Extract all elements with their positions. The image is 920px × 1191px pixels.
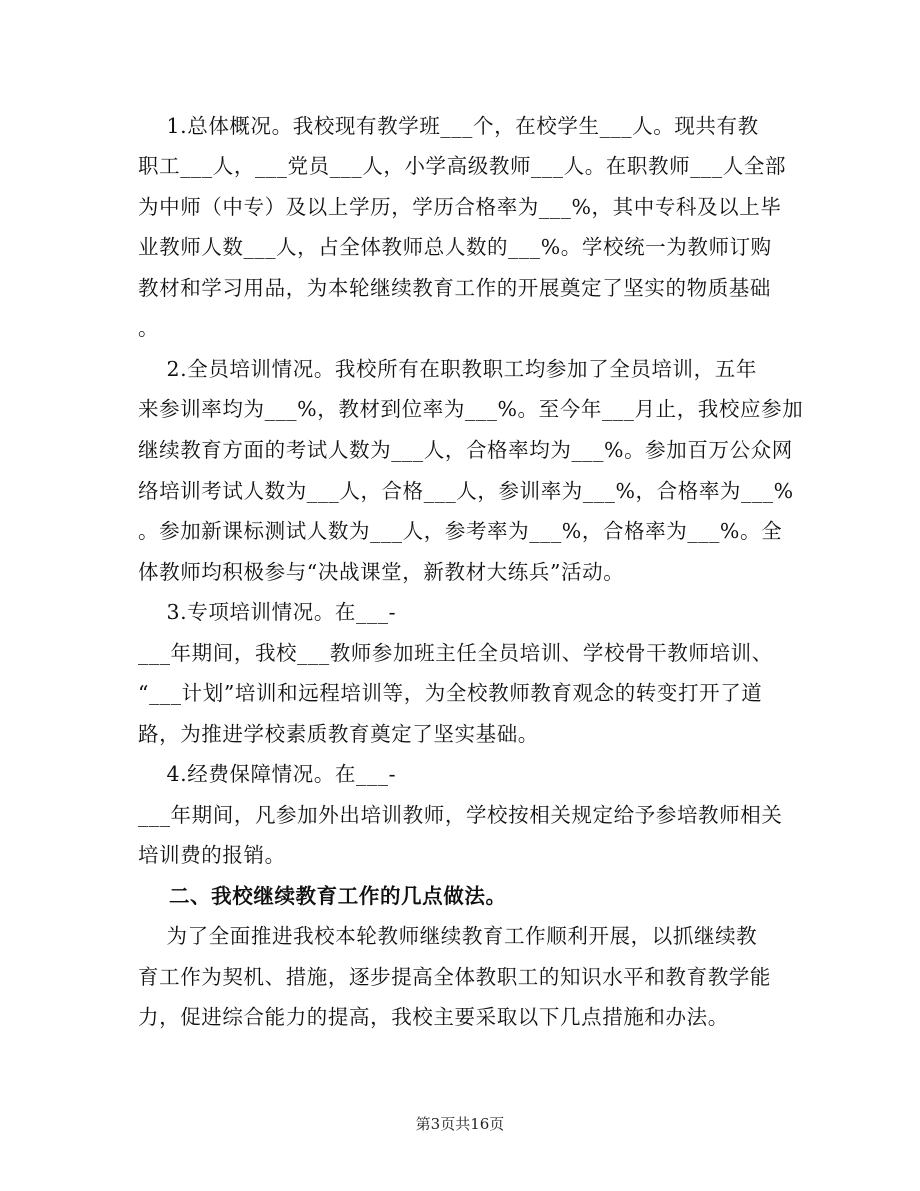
paragraph-line: 力，促进综合能力的提高，我校主要采取以下几点措施和办法。 (138, 1005, 729, 1029)
paragraph-line: 4.经费保障情况。在___- (138, 762, 397, 786)
paragraph-line: 业教师人数___人，占全体教师总人数的___%。学校统一为教师订购 (138, 235, 772, 259)
paragraph-line: 教材和学习用品，为本轮继续教育工作的开展奠定了坚实的物质基础 (138, 276, 771, 300)
paragraph-line: 路，为推进学校素质教育奠定了坚实基础。 (138, 722, 539, 746)
paragraph-line: 体教师均积极参与“决战课堂，新教材大练兵”活动。 (138, 560, 625, 584)
paragraph-line: 3.专项培训情况。在___- (138, 600, 397, 624)
paragraph-line: ___年期间，凡参加外出培训教师，学校按相关规定给予参培教师相关 (138, 803, 783, 827)
paragraph-line: 继续教育方面的考试人数为___人，合格率均为___%。参加百万公众网 (138, 438, 793, 462)
paragraph-line: ___年期间，我校___教师参加班主任全员培训、学校骨干教师培训、 (138, 641, 773, 665)
paragraph-line: 1.总体概况。我校现有教学班___个，在校学生___人。现共有教 (138, 114, 759, 138)
paragraph-line: 来参训率均为___%，教材到位率为___%。至今年___月止，我校应参加 (138, 397, 804, 421)
paragraph-line: 职工___人，___党员___人，小学高级教师___人。在职教师___人全部 (138, 154, 787, 178)
paragraph-line: 。 (138, 316, 160, 340)
paragraph-line: 。参加新课标测试人数为___人，参考率为___%，合格率为___%。全 (138, 519, 783, 543)
section-heading: 二、我校继续教育工作的几点做法。 (138, 884, 507, 908)
page-number: 第3页共16页 (415, 1115, 505, 1133)
paragraph-line: 2.全员培训情况。我校所有在职教职工均参加了全员培训，五年 (138, 357, 757, 381)
paragraph-line: “___计划”培训和远程培训等，为全校教师教育观念的转变打开了道 (138, 681, 763, 705)
paragraph-line: 络培训考试人数为___人，合格___人，参训率为___%，合格率为___% (138, 479, 794, 503)
paragraph-line: 培训费的报销。 (138, 843, 286, 867)
paragraph-line: 育工作为契机、措施，逐步提高全体教职工的知识水平和教育教学能 (138, 965, 771, 989)
paragraph-line: 为中师（中专）及以上学历，学历合格率为___%，其中专科及以上毕 (138, 195, 782, 219)
paragraph-line: 为了全面推进我校本轮教师继续教育工作顺利开展，以抓继续教 (138, 924, 758, 948)
